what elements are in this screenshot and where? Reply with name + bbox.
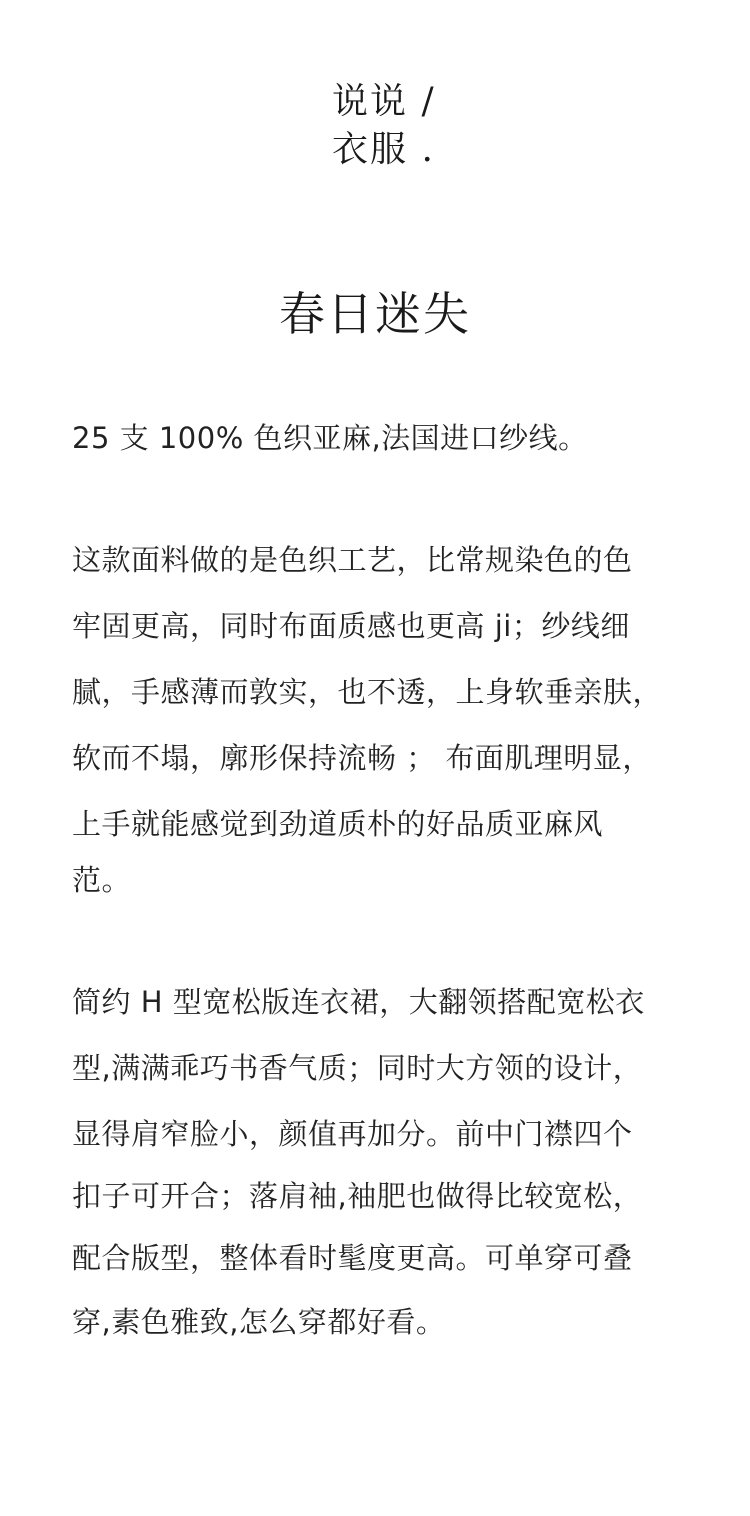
text-line: 范。 bbox=[72, 863, 132, 897]
page-title: 春日迷失 bbox=[279, 287, 471, 341]
fabric-spec: 25 支 100% 色织亚麻,法国进口纱线。 bbox=[72, 421, 588, 455]
text-line: 扣子可开合；落肩袖,袖肥也做得比较宽松， bbox=[72, 1179, 643, 1213]
text-line: 显得肩窄脸小，颜值再加分。前中门襟四个 bbox=[72, 1117, 633, 1151]
text-line: 腻，手感薄而敦实，也不透，上身软垂亲肤， bbox=[72, 675, 663, 709]
text-line: 简约 H 型宽松版连衣裙，大翻领搭配宽松衣 bbox=[72, 985, 645, 1019]
header-line-1: 说说 / bbox=[332, 81, 436, 122]
text-line: 配合版型，整体看时髦度更高。可单穿可叠 bbox=[72, 1241, 633, 1275]
header-section bbox=[332, 78, 436, 174]
text-line: 牢固更高，同时布面质感也更高 ji；纱线细 bbox=[72, 609, 630, 643]
header-line-2: 衣服 . bbox=[332, 129, 435, 170]
text-line: 穿,素色雅致,怎么穿都好看。 bbox=[72, 1305, 446, 1339]
text-line: 上手就能感觉到劲道质朴的好品质亚麻风 bbox=[72, 807, 604, 841]
text-line: 这款面料做的是色织工艺，比常规染色的色 bbox=[72, 543, 633, 577]
text-line: 型,满满乖巧书香气质；同时大方领的设计， bbox=[72, 1051, 643, 1085]
text-line: 软而不塌，廓形保持流畅 ； 布面肌理明显， bbox=[72, 741, 652, 775]
